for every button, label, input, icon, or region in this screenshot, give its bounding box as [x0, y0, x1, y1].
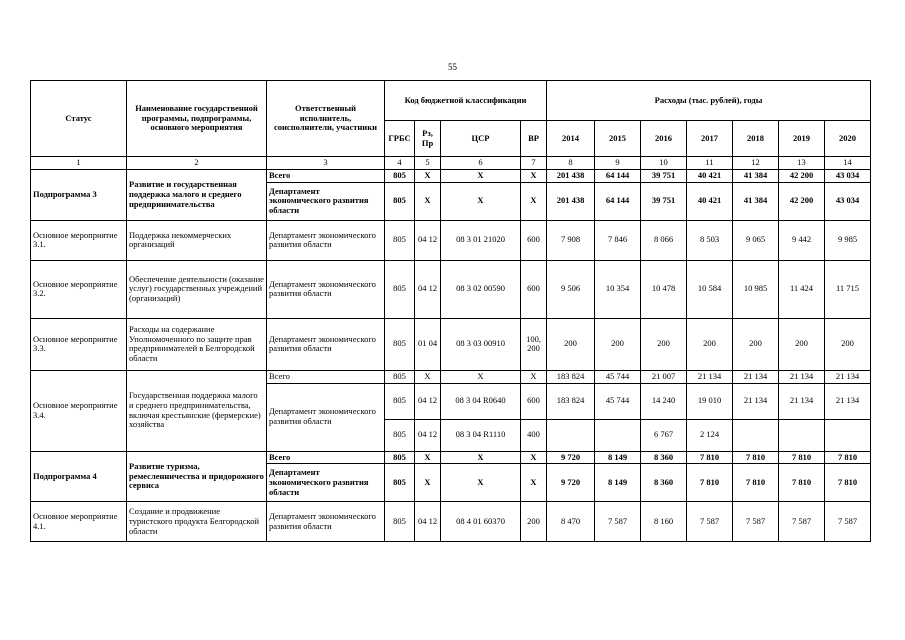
row-executor: Департамент экономического развития области — [267, 260, 385, 318]
cell-grbs: 805 — [385, 383, 415, 419]
cell-value: 8 149 — [595, 451, 641, 464]
header-year: 2018 — [733, 121, 779, 157]
column-index: 4 — [385, 157, 415, 170]
cell-value: 8 160 — [641, 502, 687, 542]
cell-value: 21 134 — [779, 383, 825, 419]
header-year: 2015 — [595, 121, 641, 157]
cell-value: 45 744 — [595, 370, 641, 383]
column-index: 11 — [687, 157, 733, 170]
row-status: Основное мероприятие 3.4. — [31, 370, 127, 451]
cell-rzpr: Х — [415, 370, 441, 383]
cell-value: 200 — [779, 318, 825, 370]
table-row — [31, 502, 871, 542]
cell-rzpr: 04 12 — [415, 383, 441, 419]
cell-value: 7 810 — [733, 451, 779, 464]
cell-value — [595, 419, 641, 451]
cell-value: 7 846 — [595, 220, 641, 260]
cell-value: 8 149 — [595, 464, 641, 502]
row-executor: Департамент экономического развития области — [267, 502, 385, 542]
cell-grbs: 805 — [385, 260, 415, 318]
cell-value — [779, 419, 825, 451]
cell-value: 200 — [641, 318, 687, 370]
cell-value: 43 034 — [825, 169, 871, 182]
cell-value — [547, 419, 595, 451]
cell-value: 200 — [547, 318, 595, 370]
row-status: Основное мероприятие 3.1. — [31, 220, 127, 260]
cell-value: 6 767 — [641, 419, 687, 451]
cell-value: 39 751 — [641, 169, 687, 182]
cell-value: 40 421 — [687, 182, 733, 220]
cell-value: 200 — [687, 318, 733, 370]
cell-value: 200 — [595, 318, 641, 370]
cell-value: 19 010 — [687, 383, 733, 419]
row-status: Основное мероприятие 3.3. — [31, 318, 127, 370]
cell-grbs: 805 — [385, 502, 415, 542]
cell-vr: Х — [521, 464, 547, 502]
table-row — [31, 169, 871, 182]
cell-value: 7 810 — [687, 451, 733, 464]
column-index: 5 — [415, 157, 441, 170]
cell-value: 9 065 — [733, 220, 779, 260]
cell-value: 14 240 — [641, 383, 687, 419]
cell-csr: Х — [441, 169, 521, 182]
cell-value: 42 200 — [779, 169, 825, 182]
table-row — [31, 220, 871, 260]
cell-value: 10 354 — [595, 260, 641, 318]
cell-value: 10 584 — [687, 260, 733, 318]
cell-vr: 600 — [521, 260, 547, 318]
header-year: 2014 — [547, 121, 595, 157]
cell-value: 43 034 — [825, 182, 871, 220]
header-executor: Ответственный исполнитель, соисполнители, участники — [267, 81, 385, 157]
column-index: 3 — [267, 157, 385, 170]
cell-value: 9 506 — [547, 260, 595, 318]
page-number: 55 — [448, 62, 457, 72]
header-expenses: Расходы (тыс. рублей), годы — [547, 81, 871, 121]
cell-rzpr: Х — [415, 451, 441, 464]
cell-value: 7 587 — [779, 502, 825, 542]
row-name: Государственная поддержка малого и среднего предпринимательства, включая крестьянские (фермерские) хозяйства — [127, 370, 267, 451]
cell-value: 8 470 — [547, 502, 595, 542]
column-index: 1 — [31, 157, 127, 170]
header-name: Наименование государственной программы, подпрограммы, основного мероприятия — [127, 81, 267, 157]
cell-value — [733, 419, 779, 451]
cell-rzpr: Х — [415, 464, 441, 502]
column-index-row — [31, 157, 871, 170]
row-status: Основное мероприятие 3.2. — [31, 260, 127, 318]
cell-value: 21 134 — [825, 383, 871, 419]
row-status: Подпрограмма 4 — [31, 451, 127, 502]
cell-vr: Х — [521, 169, 547, 182]
row-executor: Департамент экономического развития области — [267, 182, 385, 220]
cell-value: 21 134 — [733, 370, 779, 383]
header-budget-code: Код бюджетной классификации — [385, 81, 547, 121]
cell-value: 8 360 — [641, 451, 687, 464]
row-executor: Департамент экономического развития области — [267, 220, 385, 260]
cell-value: 40 421 — [687, 169, 733, 182]
cell-value: 64 144 — [595, 169, 641, 182]
cell-value: 9 442 — [779, 220, 825, 260]
cell-csr: Х — [441, 451, 521, 464]
cell-value: 21 134 — [779, 370, 825, 383]
cell-vr: 200 — [521, 502, 547, 542]
cell-vr: 600 — [521, 220, 547, 260]
cell-value: 42 200 — [779, 182, 825, 220]
table-row — [31, 318, 871, 370]
column-index: 9 — [595, 157, 641, 170]
cell-value: 183 824 — [547, 383, 595, 419]
header-grbs: ГРБС — [385, 121, 415, 157]
cell-value — [825, 419, 871, 451]
cell-vr: 400 — [521, 419, 547, 451]
cell-rzpr: Х — [415, 182, 441, 220]
column-index: 7 — [521, 157, 547, 170]
header-status: Статус — [31, 81, 127, 157]
cell-value: 45 744 — [595, 383, 641, 419]
column-index: 14 — [825, 157, 871, 170]
cell-csr: 08 3 04 R1110 — [441, 419, 521, 451]
column-index: 13 — [779, 157, 825, 170]
row-name: Обеспечение деятельности (оказание услуг) государственных учреждений (организаций) — [127, 260, 267, 318]
cell-value: 41 384 — [733, 182, 779, 220]
cell-value: 9 985 — [825, 220, 871, 260]
cell-value: 7 587 — [595, 502, 641, 542]
cell-csr: 08 3 02 00590 — [441, 260, 521, 318]
row-executor: Всего — [267, 370, 385, 383]
cell-value: 64 144 — [595, 182, 641, 220]
row-executor: Всего — [267, 451, 385, 464]
cell-value: 11 424 — [779, 260, 825, 318]
cell-value: 9 720 — [547, 464, 595, 502]
cell-csr: 08 3 01 21020 — [441, 220, 521, 260]
cell-rzpr: 04 12 — [415, 502, 441, 542]
cell-grbs: 805 — [385, 451, 415, 464]
cell-value: 21 134 — [825, 370, 871, 383]
cell-value: 8 503 — [687, 220, 733, 260]
row-executor: Всего — [267, 169, 385, 182]
cell-vr: Х — [521, 370, 547, 383]
cell-value: 7 810 — [779, 464, 825, 502]
cell-value: 7 587 — [825, 502, 871, 542]
row-executor: Департамент экономического развития области — [267, 318, 385, 370]
cell-grbs: 805 — [385, 169, 415, 182]
row-name: Создание и продвижение туристского продукта Белгородской области — [127, 502, 267, 542]
cell-value: 11 715 — [825, 260, 871, 318]
cell-value: 201 438 — [547, 169, 595, 182]
cell-csr: Х — [441, 182, 521, 220]
table-row — [31, 451, 871, 464]
cell-value: 201 438 — [547, 182, 595, 220]
column-index: 10 — [641, 157, 687, 170]
cell-value: 7 587 — [687, 502, 733, 542]
cell-value: 21 007 — [641, 370, 687, 383]
table-row — [31, 260, 871, 318]
cell-value: 7 908 — [547, 220, 595, 260]
cell-value: 200 — [825, 318, 871, 370]
cell-csr: 08 3 03 00910 — [441, 318, 521, 370]
cell-grbs: 805 — [385, 182, 415, 220]
cell-value: 200 — [733, 318, 779, 370]
cell-csr: 08 3 04 R0640 — [441, 383, 521, 419]
row-executor: Департамент экономического развития области — [267, 464, 385, 502]
cell-value: 7 810 — [687, 464, 733, 502]
cell-csr: Х — [441, 370, 521, 383]
cell-value: 183 824 — [547, 370, 595, 383]
header-vr: ВР — [521, 121, 547, 157]
cell-value: 7 810 — [779, 451, 825, 464]
column-index: 2 — [127, 157, 267, 170]
cell-value: 39 751 — [641, 182, 687, 220]
column-index: 6 — [441, 157, 521, 170]
row-status: Подпрограмма 3 — [31, 169, 127, 220]
budget-table — [30, 80, 871, 542]
row-name: Развитие и государственная поддержка малого и среднего предпринимательства — [127, 169, 267, 220]
cell-value: 21 134 — [733, 383, 779, 419]
cell-value: 21 134 — [687, 370, 733, 383]
cell-value: 7 810 — [733, 464, 779, 502]
cell-value: 7 810 — [825, 464, 871, 502]
cell-value: 10 985 — [733, 260, 779, 318]
cell-value: 8 360 — [641, 464, 687, 502]
row-status: Основное мероприятие 4.1. — [31, 502, 127, 542]
cell-rzpr: 04 12 — [415, 220, 441, 260]
cell-grbs: 805 — [385, 419, 415, 451]
cell-grbs: 805 — [385, 464, 415, 502]
cell-value: 41 384 — [733, 169, 779, 182]
row-name: Поддержка некоммерческих организаций — [127, 220, 267, 260]
cell-value: 10 478 — [641, 260, 687, 318]
cell-rzpr: 04 12 — [415, 419, 441, 451]
row-executor: Департамент экономического развития области — [267, 383, 385, 451]
cell-value: 7 587 — [733, 502, 779, 542]
header-year: 2017 — [687, 121, 733, 157]
cell-rzpr: 04 12 — [415, 260, 441, 318]
cell-csr: Х — [441, 464, 521, 502]
column-index: 12 — [733, 157, 779, 170]
cell-csr: 08 4 01 60370 — [441, 502, 521, 542]
header-year: 2016 — [641, 121, 687, 157]
cell-rzpr: 01 04 — [415, 318, 441, 370]
header-year: 2019 — [779, 121, 825, 157]
header-year: 2020 — [825, 121, 871, 157]
cell-vr: Х — [521, 182, 547, 220]
cell-value: 9 720 — [547, 451, 595, 464]
cell-vr: Х — [521, 451, 547, 464]
cell-value: 7 810 — [825, 451, 871, 464]
cell-value: 2 124 — [687, 419, 733, 451]
cell-vr: 100, 200 — [521, 318, 547, 370]
row-name: Расходы на содержание Уполномоченного по защите прав предпринимателей в Белгородской области — [127, 318, 267, 370]
cell-grbs: 805 — [385, 318, 415, 370]
column-index: 8 — [547, 157, 595, 170]
cell-grbs: 805 — [385, 220, 415, 260]
cell-vr: 600 — [521, 383, 547, 419]
header-rzpr: Рз, Пр — [415, 121, 441, 157]
row-name: Развитие туризма, ремесленничества и придорожного сервиса — [127, 451, 267, 502]
cell-grbs: 805 — [385, 370, 415, 383]
cell-rzpr: Х — [415, 169, 441, 182]
table-row — [31, 370, 871, 383]
cell-value: 8 066 — [641, 220, 687, 260]
header-csr: ЦСР — [441, 121, 521, 157]
